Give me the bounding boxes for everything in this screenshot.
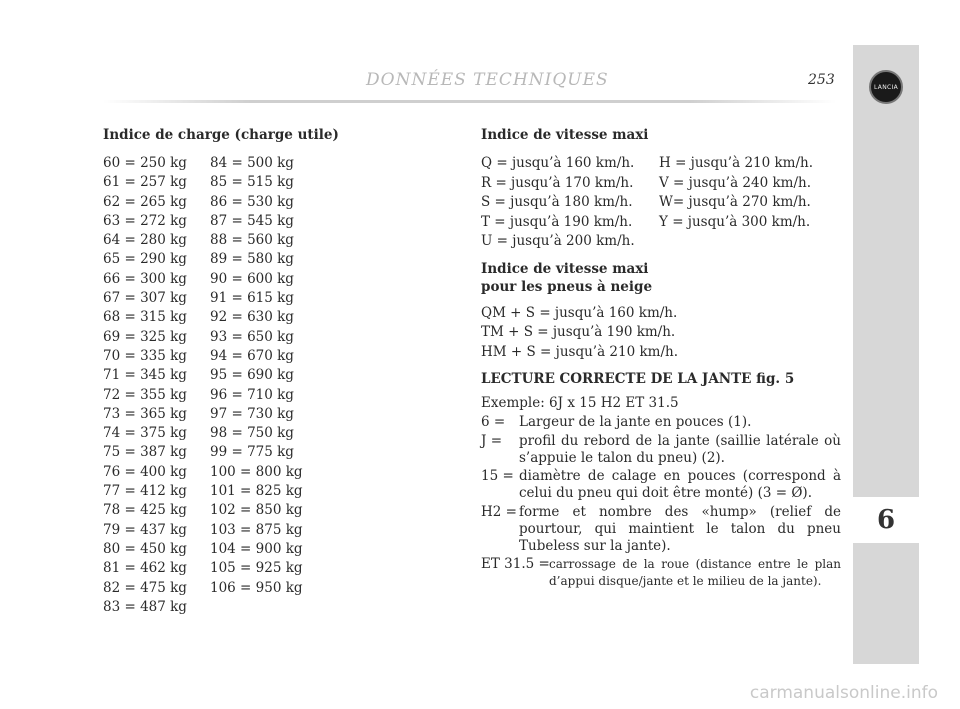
speed-index-table	[481, 154, 841, 252]
load-index-entry: 72 = 355 kg	[103, 386, 187, 403]
load-index-entry: 80 = 450 kg	[103, 540, 187, 557]
snow-index-heading	[481, 260, 841, 296]
speed-index-entry: W= jusqu’à 270 km/h.	[659, 194, 811, 211]
load-index-entry: 66 = 300 kg	[103, 270, 187, 287]
load-index-entry: 76 = 400 kg	[103, 463, 187, 480]
speed-index-entry: V = jusqu’à 240 km/h.	[659, 174, 811, 191]
rim-definition-text: diamètre de calage en pouces (correspond à celui du pneu qui doit être monté) (3 = Ø).	[519, 468, 841, 502]
load-index-entry: 103 = 875 kg	[210, 521, 303, 538]
load-index-entry: 100 = 800 kg	[210, 463, 303, 480]
load-index-entry: 96 = 710 kg	[210, 386, 294, 403]
speed-index-entry: U = jusqu’à 200 km/h.	[481, 233, 635, 250]
load-index-entry: 84 = 500 kg	[210, 155, 294, 171]
load-index-entry: 62 = 265 kg	[103, 193, 187, 210]
load-index-entry: 102 = 850 kg	[210, 502, 303, 519]
load-index-entry: 93 = 650 kg	[210, 328, 294, 345]
snow-index-list	[481, 304, 841, 363]
load-index-entry: 70 = 335 kg	[103, 347, 187, 364]
speed-index-entry: T = jusqu’à 190 km/h.	[481, 213, 633, 230]
rim-definition-text: carrossage de la roue (distance entre le plan d’appui disque/jante et le milieu de la jante).	[549, 557, 841, 589]
load-index-entry: 97 = 730 kg	[210, 405, 294, 422]
speed-index-empty	[659, 232, 829, 252]
rim-definition	[481, 433, 841, 467]
load-index-entry: 68 = 315 kg	[103, 309, 187, 326]
lancia-logo	[869, 70, 903, 104]
speed-index-entry: S = jusqu’à 180 km/h.	[481, 194, 633, 211]
snow-index-entry: TM + S = jusqu’à 190 km/h.	[481, 324, 676, 341]
load-index-entry: 81 = 462 kg	[103, 560, 187, 577]
rim-definition	[481, 504, 841, 554]
speed-index-entry: H = jusqu’à 210 km/h.	[659, 155, 814, 171]
snow-heading-line2: pour les pneus à neige	[481, 278, 653, 295]
load-index-entry: 74 = 375 kg	[103, 425, 187, 442]
load-index-empty	[210, 598, 330, 617]
load-index-entry: 101 = 825 kg	[210, 483, 303, 500]
rim-definition-key: ET 31.5 =	[481, 556, 550, 573]
load-index-entry: 88 = 560 kg	[210, 232, 294, 249]
speed-section	[481, 126, 841, 592]
load-index-entry: 78 = 425 kg	[103, 502, 187, 519]
load-index-entry: 71 = 345 kg	[103, 367, 187, 384]
load-index-entry: 79 = 437 kg	[103, 521, 187, 538]
load-index-table	[103, 154, 433, 617]
load-index-entry: 82 = 475 kg	[103, 579, 187, 596]
rim-definition	[481, 468, 841, 502]
load-index-entry: 99 = 775 kg	[210, 444, 294, 461]
load-index-entry: 104 = 900 kg	[210, 540, 303, 557]
load-index-entry: 67 = 307 kg	[103, 290, 187, 307]
load-index-entry: 73 = 365 kg	[103, 405, 187, 422]
load-index-entry: 90 = 600 kg	[210, 270, 294, 287]
load-index-entry: 87 = 545 kg	[210, 212, 294, 229]
speed-index-entry: Y = jusqu’à 300 km/h.	[659, 213, 811, 230]
load-index-entry: 75 = 387 kg	[103, 444, 187, 461]
watermark: carmanualsonline.info	[749, 683, 938, 703]
load-index-entry: 92 = 630 kg	[210, 309, 294, 326]
load-index-entry: 105 = 925 kg	[210, 560, 303, 577]
header-divider	[103, 100, 836, 103]
rim-definition-key: H2 =	[481, 503, 517, 520]
load-index-entry: 83 = 487 kg	[103, 598, 187, 615]
rim-definition	[481, 414, 841, 431]
load-index-entry: 89 = 580 kg	[210, 251, 294, 268]
speed-index-entry: Q = jusqu’à 160 km/h.	[481, 155, 635, 171]
load-index-entry: 64 = 280 kg	[103, 232, 187, 249]
rim-definition-key: 15 =	[481, 468, 514, 485]
load-index-entry: 86 = 530 kg	[210, 193, 294, 210]
rim-definition-text: profil du rebord de la jante (saillie latérale où s’appuie le talon du pneu) (2).	[519, 432, 841, 466]
speed-index-heading: Indice de vitesse maxi	[481, 127, 649, 143]
logo-text: LANCIA	[874, 83, 898, 91]
load-index-entry: 61 = 257 kg	[103, 174, 187, 191]
rim-definitions	[481, 414, 841, 590]
load-index-entry: 106 = 950 kg	[210, 579, 303, 596]
snow-index-entry: QM + S = jusqu’à 160 km/h.	[481, 304, 678, 321]
chapter-number: 6	[853, 497, 919, 543]
rim-definition-key: 6 =	[481, 413, 506, 430]
page-title: DONNÉES TECHNIQUES	[366, 70, 609, 90]
side-tab	[853, 45, 919, 664]
load-index-entry: 98 = 750 kg	[210, 425, 294, 442]
rim-definition-text: forme et nombre des «hump» (relief de pourtour, qui maintient le talon du pneu Tubeless sur la jante).	[519, 503, 841, 554]
load-index-entry: 69 = 325 kg	[103, 328, 187, 345]
load-index-section	[103, 126, 433, 617]
load-index-entry: 60 = 250 kg	[103, 155, 187, 171]
load-index-entry: 65 = 290 kg	[103, 251, 187, 268]
load-index-entry: 94 = 670 kg	[210, 347, 294, 364]
load-index-entry: 95 = 690 kg	[210, 367, 294, 384]
load-index-entry: 63 = 272 kg	[103, 212, 187, 229]
rim-definition-text: Largeur de la jante en pouces (1).	[519, 413, 752, 430]
load-index-entry: 91 = 615 kg	[210, 290, 294, 307]
rim-definition	[481, 556, 841, 590]
speed-index-entry: R = jusqu’à 170 km/h.	[481, 174, 634, 191]
page-number: 253	[808, 72, 835, 88]
load-index-heading: Indice de charge (charge utile)	[103, 127, 339, 143]
load-index-entry: 77 = 412 kg	[103, 483, 187, 500]
load-index-entry: 85 = 515 kg	[210, 174, 294, 191]
snow-index-entry: HM + S = jusqu’à 210 km/h.	[481, 343, 678, 360]
rim-definition-key: J =	[481, 432, 503, 449]
rim-example: Exemple: 6J x 15 H2 ET 31.5	[481, 395, 679, 412]
rim-heading: LECTURE CORRECTE DE LA JANTE fig. 5	[481, 371, 795, 388]
snow-heading-line1: Indice de vitesse maxi	[481, 260, 649, 277]
